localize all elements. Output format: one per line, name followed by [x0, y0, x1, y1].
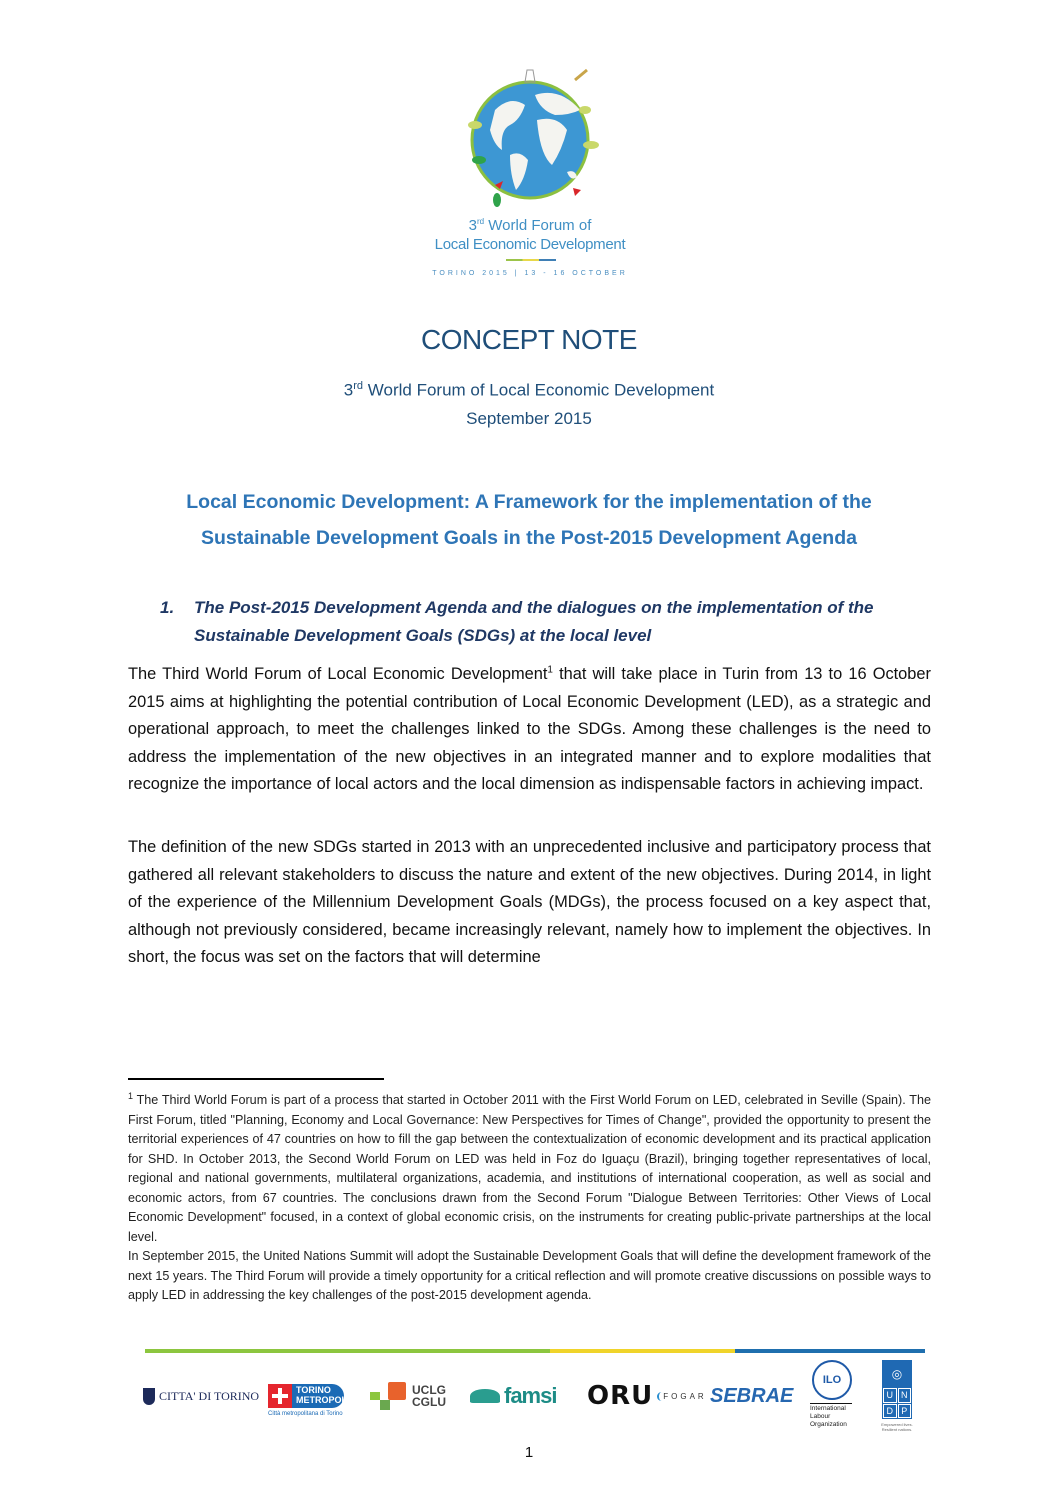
- footnote-paragraph-1: $^1$ The Third World Forum is part of a process that started in October 2011 with the First World Forum on LED, celebrated in Seville (Spain). The First Forum, titled "Planning, Economy and Local Governance: New Perspectives for Times of Change", provided the opportunity to present the territorial experiences of 47 countries on how to fill the gap between the contextualization of economic development and its practical application for SHD. In October 2013, the Second World Forum on LED was held in Foz do Iguaçu (Brazil), bringing together representatives of local, regional and national governments, multilateral organizations, academia, and institutions of international cooperation, as well as social and economic actors, from 67 countries. The conclusions drawn from the Second Forum "Dialogue Between Territories: Other Views of Local Economic Development" focused, in a context of global economic crisis, on the instruments for creating public-private partnerships at the local level.: [128, 1091, 931, 1244]
- footer-bar-yellow: [550, 1349, 735, 1353]
- partner-logo-uclg: UCLG CGLU: [370, 1360, 446, 1432]
- body-paragraph-1: The Third World Forum of Local Economic Development$^1$ that will take place in Turin from 13 to 16 October 2015 aims at highlighting the potential contribution of Local Economic Development (LED), as a strategic and operational approach, to meet the challenges linked to the SDGs. Among these challenges is the need to address the implementation of the new objectives in an integrated manner and to explore modalities that recognize the importance of local actors and the local dimension as indispensable factors in achieving impact.: [128, 664, 931, 794]
- footnote-separator: [128, 1078, 384, 1080]
- page-number: 1: [524, 1444, 534, 1461]
- section-number: 1.: [160, 598, 175, 617]
- section-heading-1: [160, 594, 935, 650]
- document-title: CONCEPT NOTE: [421, 324, 637, 355]
- footer-bar-blue: [735, 1349, 925, 1353]
- partner-logo-torino-metropoli: TORINO METROPOLI Città metropolitana di Torino: [268, 1385, 350, 1417]
- body-paragraph-2: The definition of the new SDGs started in 2013 with an unprecedented inclusive and participatory process that gathered all relevant stakeholders to discuss the nature and extent of the new objectives. During 2014, in light of the experience of the Millennium Development Goals (MDGs), the process focused on a key aspect that, although not previously considered, became increasingly relevant, namely how to implement the objectives. In short, the focus was set on the factors that will determine: [128, 838, 931, 967]
- footnote-1: [128, 1087, 931, 1306]
- partner-logo-famsi: famsi: [470, 1360, 556, 1432]
- section-heading-line2: Sustainable Development Goals (SDGs) at the local level: [194, 626, 652, 645]
- logo-title-line1: 3rd World Forum of: [468, 217, 592, 234]
- torino-crest-icon: [143, 1388, 155, 1405]
- partner-logo-undp: ◎ U N D P Empowered lives. Resilient nations.: [877, 1360, 917, 1432]
- section-heading-line1: The Post-2015 Development Agenda and the dialogues on the implementation of the: [194, 598, 874, 617]
- document-subtitle: [0, 372, 1058, 433]
- partner-logo-oru-fogar: ORU FOGAR: [587, 1381, 707, 1411]
- un-emblem-icon: ◎: [891, 1367, 903, 1381]
- uclg-mark-icon: [370, 1382, 406, 1410]
- partner-logo-sebrae: SEBRAE: [710, 1384, 794, 1407]
- savoy-cross-icon: [268, 1384, 292, 1408]
- main-heading-line1: Local Economic Development: A Framework for the implementation of the: [186, 491, 872, 513]
- subtitle-date: September 2015: [466, 408, 592, 428]
- main-heading-line2: Sustainable Development Goals in the Post-2015 Development Agenda: [201, 527, 857, 549]
- partner-logo-citta-di-torino: CITTA' DI TORINO: [143, 1360, 259, 1432]
- subtitle-forum: 3rd World Forum of Local Economic Development: [343, 380, 715, 400]
- footnote-paragraph-2: In September 2015, the United Nations Summit will adopt the Sustainable Development Goals that will define the development framework of the next 15 years. The Third Forum will provide a timely opportunity for a critical reflection and will promote creative discussions on possible ways to apply LED in addressing the key challenges of the post-2015 development agenda.: [128, 1249, 931, 1303]
- logo-divider: [506, 259, 556, 261]
- partner-logo-ilo: ILO International Labour Organization: [810, 1360, 852, 1432]
- logo-title-line2: Local Economic Development: [434, 236, 626, 253]
- main-heading: [130, 484, 928, 556]
- ilo-emblem-icon: ILO: [812, 1360, 852, 1400]
- globe-logo-icon: [455, 60, 605, 215]
- forum-logo: [430, 60, 630, 285]
- logo-date-line: TORINO 2015 | 13 - 16 OCTOBER: [432, 270, 628, 277]
- footnote-reference[interactable]: 1: [547, 664, 553, 676]
- footer-bar-green: [145, 1349, 550, 1353]
- famsi-wave-icon: [470, 1389, 500, 1403]
